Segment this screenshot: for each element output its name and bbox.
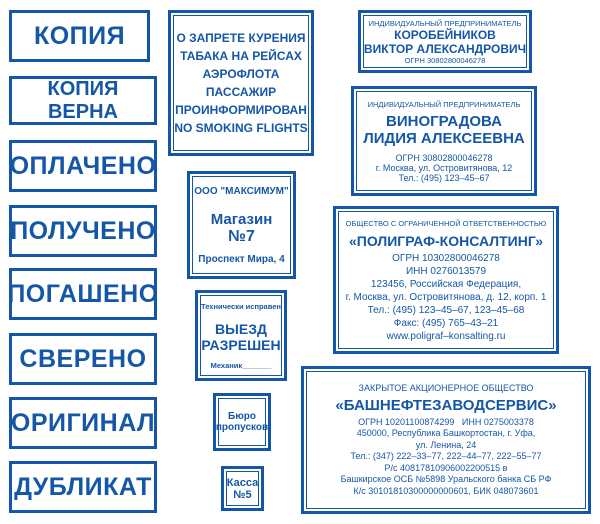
stamp-maksimum-shop: [187, 171, 296, 279]
vyezd-mechanic: Механик_______: [210, 360, 272, 370]
stamp-korobeinikov: [358, 10, 532, 73]
bashneft-address2: ул. Ленина, 24: [415, 439, 477, 450]
kassa-line2: №5: [233, 488, 252, 501]
stamp-label: ПОГАШЕНО: [7, 279, 159, 308]
byuro-line1: Бюро: [228, 411, 256, 422]
vinogradova-phone: Тел.: (495) 123–45–67: [398, 172, 490, 183]
stamp-vinogradova: [351, 86, 537, 196]
stamp-label: ОРИГИНАЛ: [10, 408, 156, 437]
bashneft-header: ЗАКРЫТОЕ АКЦИОНЕРНОЕ ОБЩЕСТВО: [358, 383, 534, 393]
korobeinikov-ogrn: ОГРН 30802800046278: [404, 55, 486, 65]
stamp-oplacheno: [9, 140, 157, 192]
stamp-kassa: [221, 466, 264, 511]
stamp-kopiya: [9, 10, 150, 62]
stamp-byuro-propuskov: [213, 393, 271, 451]
stamp-label: КОПИЯ ВЕРНА: [47, 77, 119, 123]
byuro-line2: пропусков: [215, 422, 269, 433]
poligraf-site: www.poligraf–konsalting.ru: [386, 331, 506, 342]
bashneft-address1: 450000, Республика Башкортостан, г. Уфа,: [356, 428, 536, 438]
aeroflot-line: ТАБАКА НА РЕЙСАХ: [180, 49, 302, 63]
stamp-dublikat: [9, 461, 157, 513]
bashneft-phone: Тел.: (347) 222–33–77, 222–44–77, 222–55–77: [350, 451, 542, 461]
vyezd-header: Технически исправен: [201, 301, 281, 311]
aeroflot-line: NO SMOKING FLIGHTS: [174, 121, 308, 135]
bashneft-bank: Башкирское ОСБ №5898 Уральского банка СБ РФ: [340, 474, 552, 484]
stamp-label: КОПИЯ: [33, 21, 126, 50]
poligraf-header: ОБЩЕСТВО С ОГРАНИЧЕННОЙ ОТВЕТСТВЕННОСТЬЮ: [345, 219, 547, 228]
bashneft-account: Р/с 40817810906002200515 в: [384, 462, 508, 473]
stamp-poligraf-konsalting: [333, 206, 559, 354]
poligraf-inn: ИНН 0276013579: [405, 266, 487, 277]
vinogradova-header: ИНДИВИДУАЛЬНЫЙ ПРЕДПРИНИМАТЕЛЬ: [367, 99, 521, 109]
poligraf-phone: Тел.: (495) 123–45–67, 123–45–68: [367, 305, 525, 316]
aeroflot-line: О ЗАПРЕТЕ КУРЕНИЯ: [176, 31, 306, 45]
stamp-vyezd-razreshen: [195, 290, 287, 381]
stamp-label: ДУБЛИКАТ: [14, 472, 152, 501]
maksimum-number: №7: [228, 227, 255, 245]
stamp-provereno: [9, 333, 157, 385]
vinogradova-line1: ВИНОГРАДОВА: [386, 112, 502, 130]
stamp-label: ОПЛАЧЕНО: [9, 151, 157, 180]
stamp-kopiya-verna: [9, 76, 157, 125]
maksimum-address: Проспект Мира, 4: [198, 253, 285, 265]
vinogradova-ogrn: ОГРН 30802800046278: [395, 152, 493, 163]
vyezd-line1: ВЫЕЗД: [215, 320, 267, 337]
stamp-polucheno: [9, 205, 157, 257]
poligraf-fax: Факс: (495) 765–43–21: [393, 318, 499, 329]
bashneft-bik: К/с 30101810300000000601, БИК 048073601: [353, 485, 539, 496]
poligraf-name: «ПОЛИГРАФ-КОНСАЛТИНГ»: [348, 233, 544, 249]
poligraf-address2: г. Москва, ул. Островитянова, д. 12, корп. 1: [345, 292, 547, 303]
stamp-pogasheno: [9, 268, 157, 320]
aeroflot-line: ПРОИНФОРМИРОВАН: [175, 103, 307, 117]
bashneft-name: «БАШНЕФТЕЗАВОДСЕРВИС»: [335, 396, 557, 414]
vinogradova-line2: ЛИДИЯ АЛЕКСЕЕВНА: [363, 129, 525, 147]
maksimum-company: ООО "МАКСИМУМ": [194, 185, 289, 197]
vinogradova-address: г. Москва, ул. Островитянова, 12: [375, 162, 513, 173]
korobeinikov-line2: ВИКТОР АЛЕКСАНДРОВИЧ: [363, 41, 527, 56]
poligraf-ogrn: ОГРН 10302800046278: [392, 253, 500, 264]
korobeinikov-header: ИНДИВИДУАЛЬНЫЙ ПРЕДПРИНИМАТЕЛЬ: [368, 18, 522, 28]
stamp-aeroflot-no-smoking: [168, 10, 314, 156]
maksimum-shop: Магазин: [210, 210, 273, 228]
stamp-original: [9, 397, 157, 449]
poligraf-address1: 123456, Российская Федерация,: [370, 279, 522, 290]
stamp-bashneftezavodservis: [301, 366, 591, 514]
stamp-label: СВЕРЕНО: [19, 344, 147, 373]
aeroflot-line: АЭРОФЛОТА: [202, 67, 280, 81]
stamp-label: ПОЛУЧЕНО: [10, 216, 156, 245]
bashneft-ids: ОГРН 10201100874299 ИНН 0275003378: [358, 416, 534, 427]
vyezd-line2: РАЗРЕШЕН: [201, 336, 281, 353]
korobeinikov-line1: КОРОБЕЙНИКОВ: [394, 27, 496, 42]
kassa-line1: Касса: [226, 476, 259, 489]
aeroflot-line: ПАССАЖИР: [205, 85, 277, 99]
